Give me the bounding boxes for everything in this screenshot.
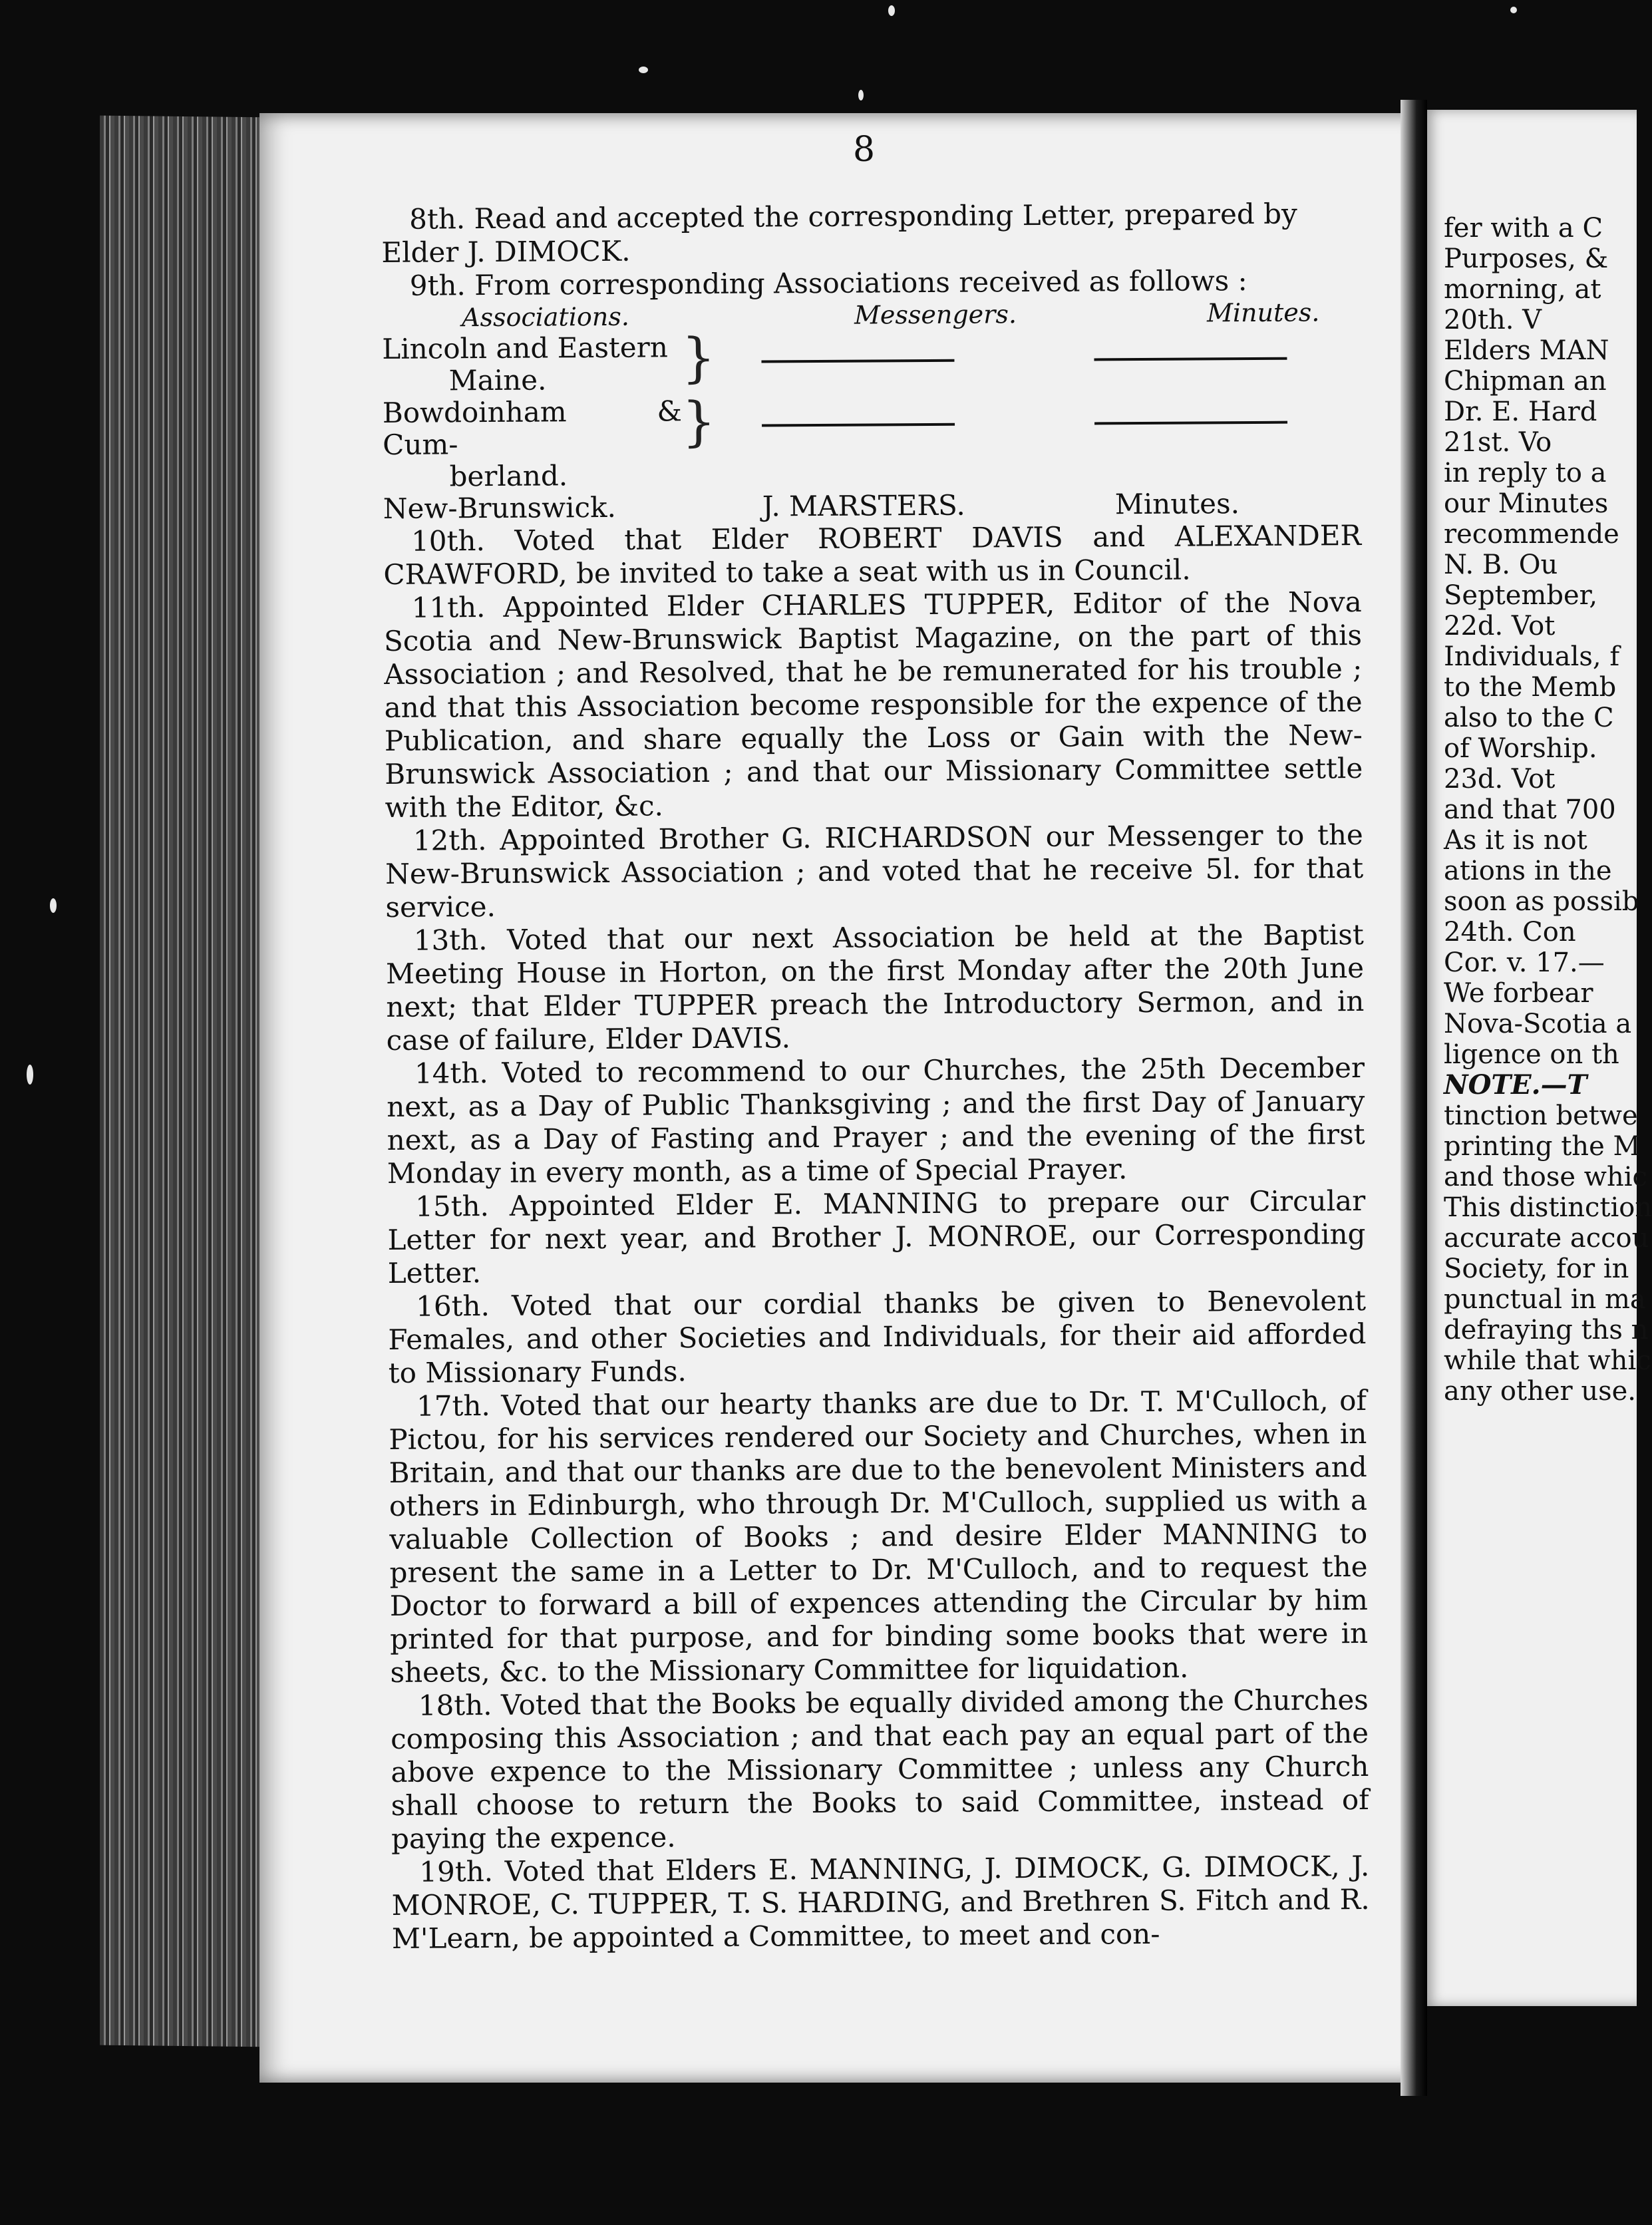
item-9: 9th. From corresponding Associations received as follows : (409, 264, 1247, 302)
assoc-messenger (762, 393, 1095, 490)
right-page-text (1444, 213, 1652, 1407)
right-line: Chipman an (1444, 366, 1607, 397)
right-line: fer with a C (1444, 213, 1603, 244)
header-associations: Associations. (461, 301, 629, 333)
right-line: recommende (1444, 519, 1619, 550)
right-line: Dr. E. Hard (1444, 397, 1597, 427)
assoc-minutes (1094, 327, 1361, 393)
assoc-name: New-Brunswick. (383, 490, 617, 525)
assoc-minutes (1094, 391, 1361, 488)
item-8: 8th. Read and accepted the corresponding Letter, prepared by (409, 197, 1297, 236)
right-line: Society, for in (1444, 1254, 1629, 1284)
assoc-messenger: J. MARSTERS. (762, 488, 965, 523)
right-line: soon as possib (1444, 886, 1639, 917)
book-page-edges (100, 116, 271, 2047)
page-number: 8 (853, 130, 876, 170)
page-text (381, 197, 1370, 1956)
item-19: 19th. Voted that Elders E. MANNING, J. DIMOCK, G. DIMOCK, J. MONROE, C. TUPPER, T. S. HARDING, and Brethren S. Fitch and R. M'Learn, be appointed a Committee, to meet and con- (391, 1849, 1370, 1955)
table-row (383, 391, 1361, 493)
brace (683, 491, 762, 524)
item-12: 12th. Appointed Brother G. RICHARDSON our Messenger to the New-Brunswick Association ; and voted that he receive 5l. for that service. (385, 818, 1364, 924)
right-line: of Worship. (1444, 733, 1597, 764)
item-10: 10th. Voted that Elder ROBERT DAVIS and ALEXANDER CRAWFORD, be invited to take a seat with us in Council. (383, 519, 1362, 591)
film-speck (1510, 7, 1517, 13)
film-speck (50, 898, 57, 913)
assoc-name: Lincoln and Eastern Maine. (382, 331, 668, 397)
right-line: 22d. Vot (1444, 611, 1556, 641)
table-row (382, 327, 1361, 397)
item-14: 14th. Voted to recommend to our Churches, the 25th December next, as a Day of Public Thanksgiving ; and the first Day of January next, as a Day of Fasting and Prayer ; and the evening of the first Monday in every month, as a time of Special Prayer. (387, 1051, 1365, 1190)
right-line: Purposes, & (1444, 244, 1609, 274)
right-line: any other use. (1444, 1376, 1637, 1407)
right-line: Nova-Scotia a (1444, 1009, 1632, 1039)
associations-table (382, 327, 1361, 525)
right-line: morning, at (1444, 274, 1601, 305)
right-line: 24th. Con (1444, 917, 1576, 947)
right-line: As it is not (1444, 825, 1587, 856)
right-line: 23d. Vot (1444, 764, 1556, 794)
right-line: and those whic (1444, 1162, 1647, 1192)
right-line: our Minutes (1444, 488, 1609, 519)
right-line: punctual in ma (1444, 1284, 1646, 1315)
right-line: 21st. Vo (1444, 427, 1552, 458)
right-line: to the Memb (1444, 672, 1617, 703)
right-line: Elders MAN (1444, 335, 1609, 366)
table-header (382, 297, 1360, 333)
brace: } (681, 326, 716, 389)
right-line: tinction betwe (1444, 1101, 1638, 1131)
right-line: accurate accou (1444, 1223, 1649, 1254)
item-13: 13th. Voted that our next Association be held at the Baptist Meeting House in Horton, on the first Monday after the 20th June next; that Elder TUPPER preach the Introductory Sermon, and in case of failure, Elder DAVIS. (385, 918, 1365, 1057)
brace: } (681, 390, 717, 453)
item-18: 18th. Voted that the Books be equally divided among the Churches composing this Association ; and that each pay an equal part of the above expence to the Missionary Committee ; unless any Church shall choose to return the Books to said Committee, instead of paying the expence. (390, 1683, 1369, 1855)
item-8-cont: Elder J. DIMOCK. (381, 234, 631, 269)
right-line: 20th. V (1444, 305, 1542, 335)
header-messengers: Messengers. (854, 299, 1017, 330)
right-line: also to the C (1444, 703, 1614, 733)
assoc-messenger (761, 329, 1094, 395)
header-minutes: Minutes. (1206, 297, 1320, 328)
item-11: 11th. Appointed Elder CHARLES TUPPER, Editor of the Nova Scotia and New-Brunswick Baptist Magazine, on the part of this Association ; and Resolved, that he be remunerated for his trouble ; and that this Association become responsible for the expence of the Publication, and share equally the Loss or Gain with the New-Brunswick Association ; and that our Missionary Committee settle with the Editor, &c. (383, 586, 1363, 824)
item-16: 16th. Voted that our cordial thanks be given to Benevolent Females, and other Societies and Individuals, for their aid afforded to Missionary Funds. (388, 1284, 1367, 1389)
right-line: NOTE.—T (1444, 1069, 1587, 1101)
right-line: while that whic (1444, 1345, 1651, 1376)
right-line: in reply to a (1444, 458, 1607, 488)
film-speck (27, 1065, 33, 1085)
item-17: 17th. Voted that our hearty thanks are due to Dr. T. M'Culloch, of Pictou, for his services rendered our Society and Churches, when in Britain, and that our thanks are due to the benevolent Ministers and others in Edinburgh, who through Dr. M'Culloch, supplied us with a valuable Collection of Books ; and desire Elder MANNING to present the same in a Letter to Dr. M'Culloch, and to request the Doctor to forward a bill of expences attending the Circular by him printed for that purpose, and for binding some books that were in sheets, &c. to the Missionary Committee for liquidation. (389, 1383, 1369, 1689)
right-line: Cor. v. 17.— (1444, 947, 1605, 978)
right-line: N. B. Ou (1444, 550, 1558, 580)
item-15: 15th. Appointed Elder E. MANNING to prepare our Circular Letter for next year, and Brother J. MONROE, our Corresponding Letter. (387, 1184, 1366, 1289)
right-line: Individuals, f (1444, 641, 1620, 672)
right-line: ligence on th (1444, 1039, 1619, 1070)
assoc-minutes: Minutes. (1114, 487, 1240, 521)
right-line: defraying ths n (1444, 1315, 1649, 1345)
right-line: and that 700 (1444, 794, 1616, 825)
assoc-name: Bowdoinham & Cum- berland. (382, 395, 683, 493)
film-speck (858, 90, 864, 100)
book-gutter (1401, 100, 1427, 2096)
right-line: We forbear (1444, 978, 1593, 1009)
right-line: September, (1444, 580, 1598, 611)
right-line: ations in the (1444, 856, 1612, 886)
film-speck (888, 5, 895, 16)
right-line: This distinction (1444, 1192, 1652, 1223)
film-speck (639, 67, 648, 73)
right-line: printing the M (1444, 1131, 1641, 1162)
